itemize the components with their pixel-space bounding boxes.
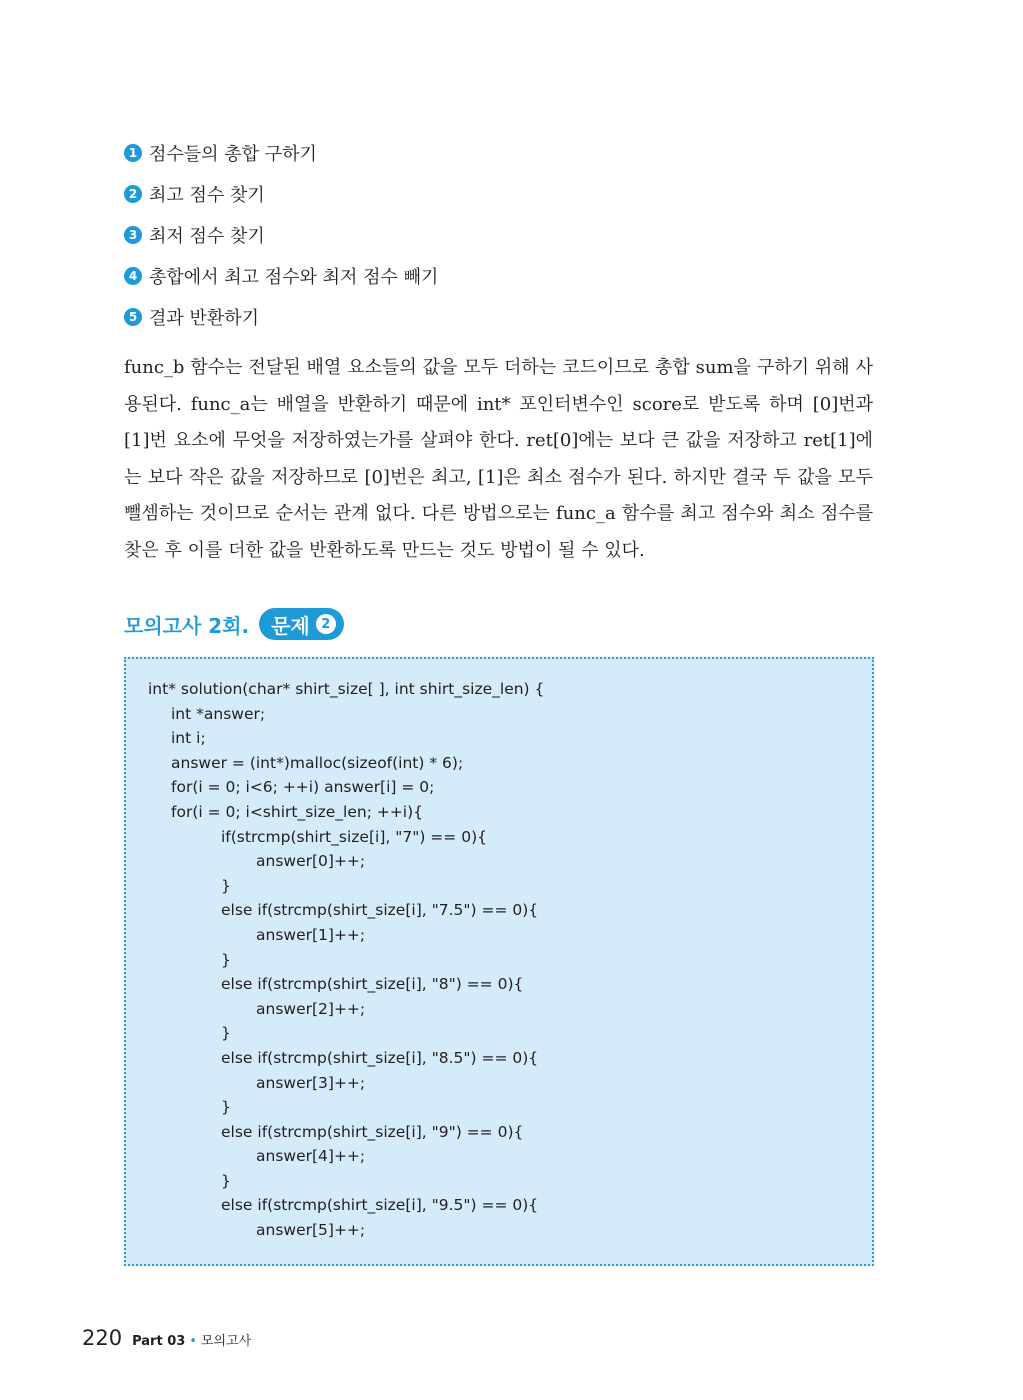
step-item bbox=[124, 214, 438, 255]
step-item bbox=[124, 255, 438, 296]
code-line: else if(strcmp(shirt_size[i], "8.5") == 0){ bbox=[221, 1048, 539, 1067]
code-line: answer[1]++; bbox=[256, 925, 366, 944]
code-line: } bbox=[221, 1098, 231, 1117]
code-line: else if(strcmp(shirt_size[i], "7.5") == 0){ bbox=[221, 901, 539, 920]
code-line: answer[4]++; bbox=[256, 1147, 366, 1166]
step-number-badge: 4 bbox=[124, 267, 142, 285]
code-line: } bbox=[221, 950, 231, 969]
problem-badge bbox=[259, 608, 344, 640]
steps-list bbox=[124, 132, 438, 337]
code-line: for(i = 0; i<shirt_size_len; ++i){ bbox=[171, 802, 424, 821]
step-item bbox=[124, 296, 438, 337]
step-text: 총합에서 최고 점수와 최저 점수 빼기 bbox=[149, 266, 439, 288]
problem-badge-number: 2 bbox=[316, 614, 336, 634]
problem-badge-label: 문제 bbox=[271, 613, 310, 638]
step-number-badge: 3 bbox=[124, 226, 142, 244]
step-text: 최저 점수 찾기 bbox=[149, 225, 265, 247]
code-line: answer[0]++; bbox=[256, 852, 366, 871]
code-line: int *answer; bbox=[171, 704, 266, 723]
code-line: else if(strcmp(shirt_size[i], "9.5") == 0){ bbox=[221, 1196, 539, 1215]
code-line: } bbox=[221, 1024, 231, 1043]
code-line: int* solution(char* shirt_size[ ], int shirt_size_len) { bbox=[148, 680, 545, 698]
section-label: 모의고사 bbox=[200, 1334, 252, 1349]
separator-dot-icon: • bbox=[189, 1334, 197, 1349]
code-line: else if(strcmp(shirt_size[i], "9") == 0){ bbox=[221, 1122, 524, 1141]
section-heading bbox=[124, 608, 344, 640]
code-box bbox=[124, 657, 874, 1266]
step-text: 점수들의 총합 구하기 bbox=[149, 143, 317, 165]
part-label: Part 03 bbox=[132, 1334, 186, 1349]
page-footer bbox=[82, 1326, 251, 1350]
code-line: else if(strcmp(shirt_size[i], "8") == 0){ bbox=[221, 975, 524, 994]
code-line: answer[5]++; bbox=[256, 1221, 366, 1240]
section-title: 모의고사 2회. bbox=[124, 613, 250, 638]
step-number-badge: 1 bbox=[124, 144, 142, 162]
code-line: answer[3]++; bbox=[256, 1073, 366, 1092]
page-number: 220 bbox=[82, 1326, 123, 1350]
code-block bbox=[148, 677, 544, 1243]
code-line: int i; bbox=[171, 729, 206, 748]
code-line: answer[2]++; bbox=[256, 999, 366, 1018]
step-item bbox=[124, 173, 438, 214]
code-line: } bbox=[221, 876, 231, 895]
step-item bbox=[124, 132, 438, 173]
step-number-badge: 2 bbox=[124, 185, 142, 203]
code-line: for(i = 0; i<6; ++i) answer[i] = 0; bbox=[171, 778, 435, 797]
step-text: 최고 점수 찾기 bbox=[149, 184, 265, 206]
step-number-badge: 5 bbox=[124, 308, 142, 326]
explanation-paragraph: func_b 함수는 전달된 배열 요소들의 값을 모두 더하는 코드이므로 총합 sum을 구하기 위해 사용된다. func_a는 배열을 반환하기 때문에 int* 포인터변수인 score로 받도록 하며 [0]번과 [1]번 요소에 무엇을 저장하였는가를 살펴야 한다. ret[0]에는 보다 큰 값을 저장하고 ret[1]에는 보다 작은 값을 저장하므로 [0]번은 최고, [1]은 최소 점수가 된다. 하지만 결국 두 값을 모두 뺄셈하는 것이므로 순서는 관계 없다. 다른 방법으로는 func_a 함수를 최고 점수와 최소 점수를 찾은 후 이를 더한 값을 반환하도록 만드는 것도 방법이 될 수 있다. bbox=[124, 357, 873, 561]
code-line: answer = (int*)malloc(sizeof(int) * 6); bbox=[171, 753, 464, 772]
code-line: if(strcmp(shirt_size[i], "7") == 0){ bbox=[221, 827, 487, 846]
step-text: 결과 반환하기 bbox=[149, 307, 260, 329]
code-line: } bbox=[221, 1171, 231, 1190]
